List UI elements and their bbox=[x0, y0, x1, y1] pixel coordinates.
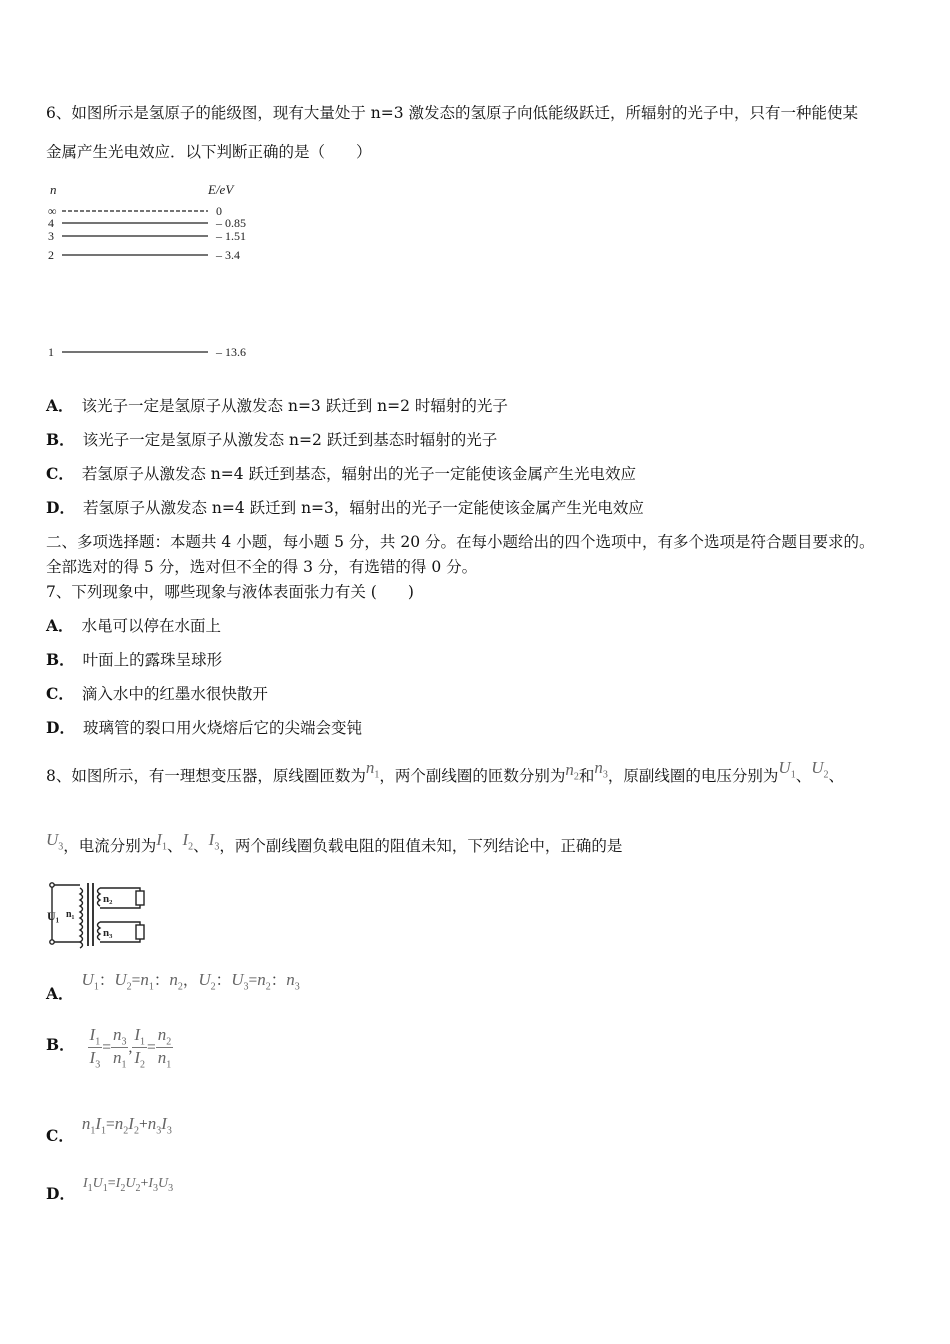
q8-option-c[interactable]: C．$n_1I_1=n_2I_2+n_3I_3$ bbox=[46, 1114, 172, 1145]
math-u2: $U_2$ bbox=[114, 970, 132, 993]
math-u1: $U_1$ bbox=[81, 970, 99, 993]
stem-text: 、 bbox=[166, 837, 183, 855]
level-n-label: 2 bbox=[48, 248, 54, 262]
section2-instructions-line1: 二、多项选择题：本题共 4 小题，每小题 5 分，共 20 分。在每小题给出的四个选项中，有多个选项是符合题目要求的。 bbox=[46, 533, 875, 551]
math-n2: $n_2$ bbox=[565, 760, 579, 783]
math-u3: $U_3$ bbox=[158, 1176, 174, 1194]
math-u2: $U_2$ bbox=[125, 1176, 141, 1194]
q7-option-a[interactable] bbox=[46, 614, 221, 636]
level-energy-label: – 3.4 bbox=[216, 248, 240, 262]
q6-stem-line1: 6、如图所示是氢原子的能级图，现有大量处于 n=3 激发态的氢原子向低能级跃迁，所辐射的光子中，只有一种能使某 bbox=[46, 104, 859, 122]
math-u2: $U_2$ bbox=[811, 758, 829, 781]
math-u3: $U_3$ bbox=[46, 830, 64, 853]
q8-stem-line1 bbox=[46, 758, 844, 786]
q7-option-c[interactable] bbox=[46, 682, 268, 704]
math-n2: $n_2$ bbox=[169, 970, 183, 993]
n2-label: n₂ bbox=[103, 893, 113, 905]
math-u1: $U_1$ bbox=[778, 758, 796, 781]
secondary-coil-3 bbox=[98, 922, 101, 940]
q8-option-a[interactable]: A．$U_1$：$U_2=n_1$：$n_2$，$U_2$：$U_3=n_2$：$n_3$ bbox=[46, 970, 300, 1003]
fraction-i1-over-i2: $\frac{I_1}{I_2}$ bbox=[134, 1025, 146, 1071]
stem-text: ，两个副线圈负载电阻的阻值未知，下列结论中，正确的是 bbox=[219, 837, 623, 855]
option-text: 若氢原子从激发态 n=4 跃迁到 n=3，辐射出的光子一定能使该金属产生光电效应 bbox=[82, 499, 644, 517]
option-letter: B． bbox=[46, 430, 75, 449]
math-i1: $I_1$ bbox=[82, 1176, 93, 1194]
stem-text: 8、如图所示，有一理想变压器，原线圈匝数为 bbox=[46, 767, 366, 785]
option-letter: D． bbox=[46, 498, 75, 517]
math-n1: $n_1$ bbox=[81, 1114, 96, 1137]
fraction-n2-over-n1: $\frac{n_2}{n_1}$ bbox=[157, 1025, 172, 1071]
option-letter: A． bbox=[46, 984, 74, 1003]
q7-option-d[interactable] bbox=[46, 716, 362, 738]
option-letter: B． bbox=[46, 650, 75, 669]
level-energy-label: 0 bbox=[216, 204, 222, 218]
math-i1: $I_1$ bbox=[95, 1114, 107, 1137]
stem-text: 和 bbox=[578, 767, 595, 785]
q8-stem-line2 bbox=[46, 830, 622, 856]
option-text: 若氢原子从激发态 n=4 跃迁到基态，辐射出的光子一定能使该金属产生光电效应 bbox=[81, 465, 637, 483]
q6-option-d[interactable] bbox=[46, 496, 644, 518]
stem-text: 、 bbox=[193, 837, 209, 855]
level-energy-label: – 0.85 bbox=[216, 216, 246, 230]
load-resistor-3 bbox=[136, 925, 144, 939]
stem-text: 、 bbox=[795, 767, 812, 785]
n1-label: n₁ bbox=[66, 909, 75, 920]
math-n3: $n_3$ bbox=[147, 1114, 162, 1137]
stem-text: ，电流分别为 bbox=[63, 837, 157, 855]
math-i2: $I_2$ bbox=[182, 830, 194, 853]
option-letter: A． bbox=[46, 396, 74, 415]
q6-option-b[interactable] bbox=[46, 428, 497, 450]
stem-text: 、 bbox=[828, 767, 845, 785]
option-text: 水黾可以停在水面上 bbox=[81, 617, 222, 635]
level-energy-label: – 13.6 bbox=[216, 345, 246, 359]
stem-text: ，两个副线圈的匝数分别为 bbox=[379, 767, 566, 785]
level-n-label: 3 bbox=[48, 229, 54, 243]
option-letter: C． bbox=[46, 1126, 74, 1145]
section2-instructions-line2: 全部选对的得 5 分，选对但不全的得 3 分，有选错的得 0 分。 bbox=[46, 558, 478, 576]
primary-coil bbox=[80, 888, 83, 948]
math-i3: $I_3$ bbox=[148, 1176, 159, 1194]
option-letter: D． bbox=[46, 718, 75, 737]
stem-text: ，原副线圈的电压分别为 bbox=[607, 767, 779, 785]
n3-label: n₃ bbox=[103, 927, 113, 939]
option-letter: B． bbox=[46, 1034, 75, 1054]
option-letter: C． bbox=[46, 684, 74, 703]
u1-label: U₁ bbox=[47, 909, 60, 923]
level-n-label: ∞ bbox=[48, 204, 57, 218]
option-text: 该光子一定是氢原子从激发态 n=3 跃迁到 n=2 时辐射的光子 bbox=[81, 397, 508, 415]
math-n3: $n_3$ bbox=[286, 970, 300, 993]
option-text: 滴入水中的红墨水很快散开 bbox=[81, 685, 268, 703]
math-i2: $I_2$ bbox=[128, 1114, 139, 1137]
option-text: 叶面上的露珠呈球形 bbox=[82, 651, 223, 669]
level-n-label: 4 bbox=[48, 216, 54, 230]
math-n2: $n_2$ bbox=[114, 1114, 129, 1137]
math-u3: $U_3$ bbox=[231, 970, 249, 993]
option-letter: C． bbox=[46, 464, 74, 483]
math-u2: $U_2$ bbox=[198, 970, 216, 993]
q8-option-b[interactable]: B． $\frac{I_1}{I_3}$ = $\frac{n_3}{n_1}$ , $\frac{I_1}{I_2}$ = $\frac{n_2}{n_1}$ bbox=[46, 1025, 172, 1071]
q8-option-d[interactable]: D．$I_1U_1=I_2U_2+I_3U_3$ bbox=[46, 1176, 174, 1203]
math-n2: $n_2$ bbox=[257, 970, 271, 993]
math-n1: $n_1$ bbox=[365, 758, 380, 781]
q7-option-b[interactable] bbox=[46, 648, 222, 670]
math-i1: $I_1$ bbox=[156, 830, 167, 853]
q7-stem: 7、下列现象中，哪些现象与液体表面张力有关 ( ) bbox=[46, 583, 414, 601]
diagram-energy-unit: E/eV bbox=[208, 182, 234, 197]
transformer-diagram bbox=[44, 880, 156, 950]
math-n3: $n_3$ bbox=[594, 758, 608, 781]
math-n1: $n_1$ bbox=[140, 970, 154, 993]
energy-level-diagram bbox=[44, 180, 274, 370]
secondary-coil-2 bbox=[98, 888, 101, 906]
option-letter: D． bbox=[46, 1184, 75, 1203]
diagram-n-label: n bbox=[50, 182, 57, 197]
math-u1: $U_1$ bbox=[92, 1176, 108, 1194]
math-i2: $I_2$ bbox=[115, 1176, 126, 1194]
q6-option-a[interactable] bbox=[46, 394, 508, 416]
math-i3: $I_3$ bbox=[208, 830, 220, 853]
q6-stem-line2: 金属产生光电效应．以下判断正确的是（ ） bbox=[46, 143, 372, 161]
level-n-label: 1 bbox=[48, 345, 54, 359]
load-resistor-2 bbox=[136, 891, 144, 905]
math-i3: $I_3$ bbox=[161, 1114, 172, 1137]
fraction-n3-over-n1: $\frac{n_3}{n_1}$ bbox=[112, 1025, 127, 1071]
fraction-i1-over-i3: $\frac{I_1}{I_3}$ bbox=[89, 1025, 101, 1071]
option-text: 该光子一定是氢原子从激发态 n=2 跃迁到基态时辐射的光子 bbox=[82, 431, 498, 449]
option-text: 玻璃管的裂口用火烧熔后它的尖端会变钝 bbox=[82, 719, 362, 737]
level-energy-label: – 1.51 bbox=[216, 229, 246, 243]
option-letter: A． bbox=[46, 616, 74, 635]
q6-option-c[interactable] bbox=[46, 462, 636, 484]
